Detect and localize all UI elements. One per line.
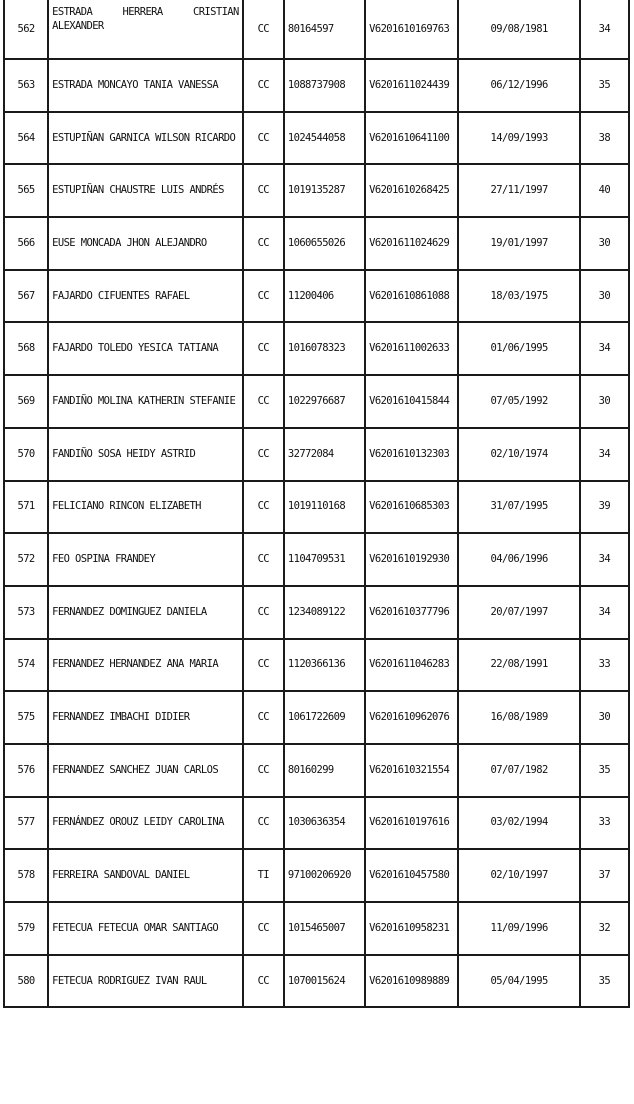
table-row	[4, 270, 629, 323]
age-cell: 30	[580, 270, 629, 323]
table-row	[4, 112, 629, 165]
birth-date-cell: 18/03/1975	[458, 270, 579, 323]
full-name-cell: FETECUA FETECUA OMAR SANTIAGO	[48, 902, 243, 955]
full-name-text: ESTRADA HERRERA CRISTIAN ALEXANDER	[52, 6, 239, 32]
table-row	[4, 164, 629, 217]
row-number-cell: 575	[4, 691, 48, 744]
birth-date-cell: 06/12/1996	[458, 59, 579, 112]
table-row	[4, 849, 629, 902]
age-cell: 35	[580, 59, 629, 112]
document-type-cell: TI	[243, 849, 284, 902]
table-row	[4, 428, 629, 481]
row-number-cell: 578	[4, 849, 48, 902]
document-type-cell: CC	[243, 59, 284, 112]
birth-date-cell: 05/04/1995	[458, 955, 579, 1008]
document-type-cell: CC	[243, 533, 284, 586]
table-row	[4, 744, 629, 797]
age-cell: 35	[580, 744, 629, 797]
document-type-cell: CC	[243, 428, 284, 481]
document-number-cell: 1070015624	[284, 955, 365, 1008]
row-number-cell: 565	[4, 164, 48, 217]
row-number-cell: 564	[4, 112, 48, 165]
birth-date-cell: 22/08/1991	[458, 639, 579, 692]
age-cell: 33	[580, 797, 629, 850]
table-row	[4, 322, 629, 375]
birth-date-cell: 09/08/1981	[458, 0, 579, 59]
birth-date-cell: 27/11/1997	[458, 164, 579, 217]
table-row	[4, 639, 629, 692]
document-number-cell: 1015465007	[284, 902, 365, 955]
row-number-cell: 569	[4, 375, 48, 428]
document-type-cell: CC	[243, 691, 284, 744]
table-row	[4, 217, 629, 270]
table-row	[4, 375, 629, 428]
registration-code-cell: V6201610958231	[365, 902, 458, 955]
age-cell: 33	[580, 639, 629, 692]
full-name-cell: ESTRADA MONCAYO TANIA VANESSA	[48, 59, 243, 112]
birth-date-cell: 03/02/1994	[458, 797, 579, 850]
document-type-cell: CC	[243, 639, 284, 692]
age-cell: 39	[580, 481, 629, 534]
registration-code-cell: V6201611024439	[365, 59, 458, 112]
birth-date-cell: 14/09/1993	[458, 112, 579, 165]
document-number-cell: 1030636354	[284, 797, 365, 850]
document-number-cell: 1060655026	[284, 217, 365, 270]
age-cell: 32	[580, 902, 629, 955]
table-row	[4, 0, 629, 59]
birth-date-cell: 16/08/1989	[458, 691, 579, 744]
registration-code-cell: V6201610989889	[365, 955, 458, 1008]
age-cell: 34	[580, 0, 629, 59]
document-number-cell: 11200406	[284, 270, 365, 323]
row-number-cell: 570	[4, 428, 48, 481]
age-cell: 34	[580, 586, 629, 639]
birth-date-cell: 31/07/1995	[458, 481, 579, 534]
document-type-cell: CC	[243, 0, 284, 59]
row-number-cell: 572	[4, 533, 48, 586]
table-row	[4, 533, 629, 586]
document-number-cell: 1022976687	[284, 375, 365, 428]
full-name-cell: ESTUPIÑAN GARNICA WILSON RICARDO	[48, 112, 243, 165]
full-name-cell: FERREIRA SANDOVAL DANIEL	[48, 849, 243, 902]
document-type-cell: CC	[243, 270, 284, 323]
document-number-cell: 1104709531	[284, 533, 365, 586]
registration-code-cell: V6201610377796	[365, 586, 458, 639]
registration-code-cell: V6201610169763	[365, 0, 458, 59]
birth-date-cell: 19/01/1997	[458, 217, 579, 270]
registration-code-cell: V6201610132303	[365, 428, 458, 481]
document-type-cell: CC	[243, 744, 284, 797]
table-row	[4, 797, 629, 850]
document-number-cell: 80164597	[284, 0, 365, 59]
birth-date-cell: 02/10/1997	[458, 849, 579, 902]
document-type-cell: CC	[243, 112, 284, 165]
birth-date-cell: 11/09/1996	[458, 902, 579, 955]
full-name-cell: FETECUA RODRIGUEZ IVAN RAUL	[48, 955, 243, 1008]
table-row	[4, 955, 629, 1008]
row-number-cell: 576	[4, 744, 48, 797]
full-name-cell: FELICIANO RINCON ELIZABETH	[48, 481, 243, 534]
age-cell: 34	[580, 428, 629, 481]
full-name-cell: FERNANDEZ SANCHEZ JUAN CARLOS	[48, 744, 243, 797]
birth-date-cell: 02/10/1974	[458, 428, 579, 481]
row-number-cell: 562	[4, 0, 48, 59]
row-number-cell: 571	[4, 481, 48, 534]
row-number-cell: 567	[4, 270, 48, 323]
birth-date-cell: 01/06/1995	[458, 322, 579, 375]
table-row	[4, 59, 629, 112]
row-number-cell: 574	[4, 639, 48, 692]
document-number-cell: 1016078323	[284, 322, 365, 375]
document-number-cell: 32772084	[284, 428, 365, 481]
document-type-cell: CC	[243, 586, 284, 639]
registration-code-cell: V6201610268425	[365, 164, 458, 217]
document-number-cell: 97100206920	[284, 849, 365, 902]
row-number-cell: 563	[4, 59, 48, 112]
document-number-cell: 1019110168	[284, 481, 365, 534]
full-name-cell: FERNANDEZ HERNANDEZ ANA MARIA	[48, 639, 243, 692]
document-type-cell: CC	[243, 902, 284, 955]
full-name-cell: FAJARDO TOLEDO YESICA TATIANA	[48, 322, 243, 375]
registration-code-cell: V6201610415844	[365, 375, 458, 428]
registration-code-cell: V6201610685303	[365, 481, 458, 534]
roster-table-body	[4, 0, 629, 1007]
document-number-cell: 1120366136	[284, 639, 365, 692]
registration-code-cell: V6201610321554	[365, 744, 458, 797]
registration-code-cell: V6201610962076	[365, 691, 458, 744]
full-name-cell: FEO OSPINA FRANDEY	[48, 533, 243, 586]
table-row	[4, 902, 629, 955]
table-row	[4, 586, 629, 639]
age-cell: 34	[580, 322, 629, 375]
row-number-cell: 579	[4, 902, 48, 955]
age-cell: 30	[580, 691, 629, 744]
full-name-cell: FAJARDO CIFUENTES RAFAEL	[48, 270, 243, 323]
age-cell: 30	[580, 375, 629, 428]
roster-table	[3, 0, 630, 1008]
document-type-cell: CC	[243, 375, 284, 428]
full-name-cell: FERNANDEZ IMBACHI DIDIER	[48, 691, 243, 744]
birth-date-cell: 04/06/1996	[458, 533, 579, 586]
birth-date-cell: 20/07/1997	[458, 586, 579, 639]
registration-code-cell: V6201610641100	[365, 112, 458, 165]
full-name-cell	[48, 0, 243, 59]
registration-code-cell: V6201611046283	[365, 639, 458, 692]
row-number-cell: 573	[4, 586, 48, 639]
registration-code-cell: V6201611002633	[365, 322, 458, 375]
registration-code-cell: V6201611024629	[365, 217, 458, 270]
document-number-cell: 1088737908	[284, 59, 365, 112]
age-cell: 30	[580, 217, 629, 270]
document-number-cell: 1019135287	[284, 164, 365, 217]
document-type-cell: CC	[243, 322, 284, 375]
age-cell: 37	[580, 849, 629, 902]
row-number-cell: 566	[4, 217, 48, 270]
document-type-cell: CC	[243, 481, 284, 534]
full-name-cell: FERNÁNDEZ OROUZ LEIDY CAROLINA	[48, 797, 243, 850]
age-cell: 35	[580, 955, 629, 1008]
document-number-cell: 80160299	[284, 744, 365, 797]
birth-date-cell: 07/05/1992	[458, 375, 579, 428]
document-type-cell: CC	[243, 797, 284, 850]
row-number-cell: 580	[4, 955, 48, 1008]
table-row	[4, 481, 629, 534]
age-cell: 40	[580, 164, 629, 217]
document-type-cell: CC	[243, 955, 284, 1008]
document-number-cell: 1061722609	[284, 691, 365, 744]
row-number-cell: 568	[4, 322, 48, 375]
full-name-cell: EUSE MONCADA JHON ALEJANDRO	[48, 217, 243, 270]
age-cell: 34	[580, 533, 629, 586]
document-number-cell: 1234089122	[284, 586, 365, 639]
document-type-cell: CC	[243, 164, 284, 217]
table-row	[4, 691, 629, 744]
registration-code-cell: V6201610457580	[365, 849, 458, 902]
birth-date-cell: 07/07/1982	[458, 744, 579, 797]
registration-code-cell: V6201610197616	[365, 797, 458, 850]
document-number-cell: 1024544058	[284, 112, 365, 165]
full-name-cell: FANDIÑO SOSA HEIDY ASTRID	[48, 428, 243, 481]
full-name-cell: FERNANDEZ DOMINGUEZ DANIELA	[48, 586, 243, 639]
age-cell: 38	[580, 112, 629, 165]
registration-code-cell: V6201610861088	[365, 270, 458, 323]
registration-code-cell: V6201610192930	[365, 533, 458, 586]
full-name-cell: ESTUPIÑAN CHAUSTRE LUIS ANDRÉS	[48, 164, 243, 217]
full-name-cell: FANDIÑO MOLINA KATHERIN STEFANIE	[48, 375, 243, 428]
document-type-cell: CC	[243, 217, 284, 270]
row-number-cell: 577	[4, 797, 48, 850]
